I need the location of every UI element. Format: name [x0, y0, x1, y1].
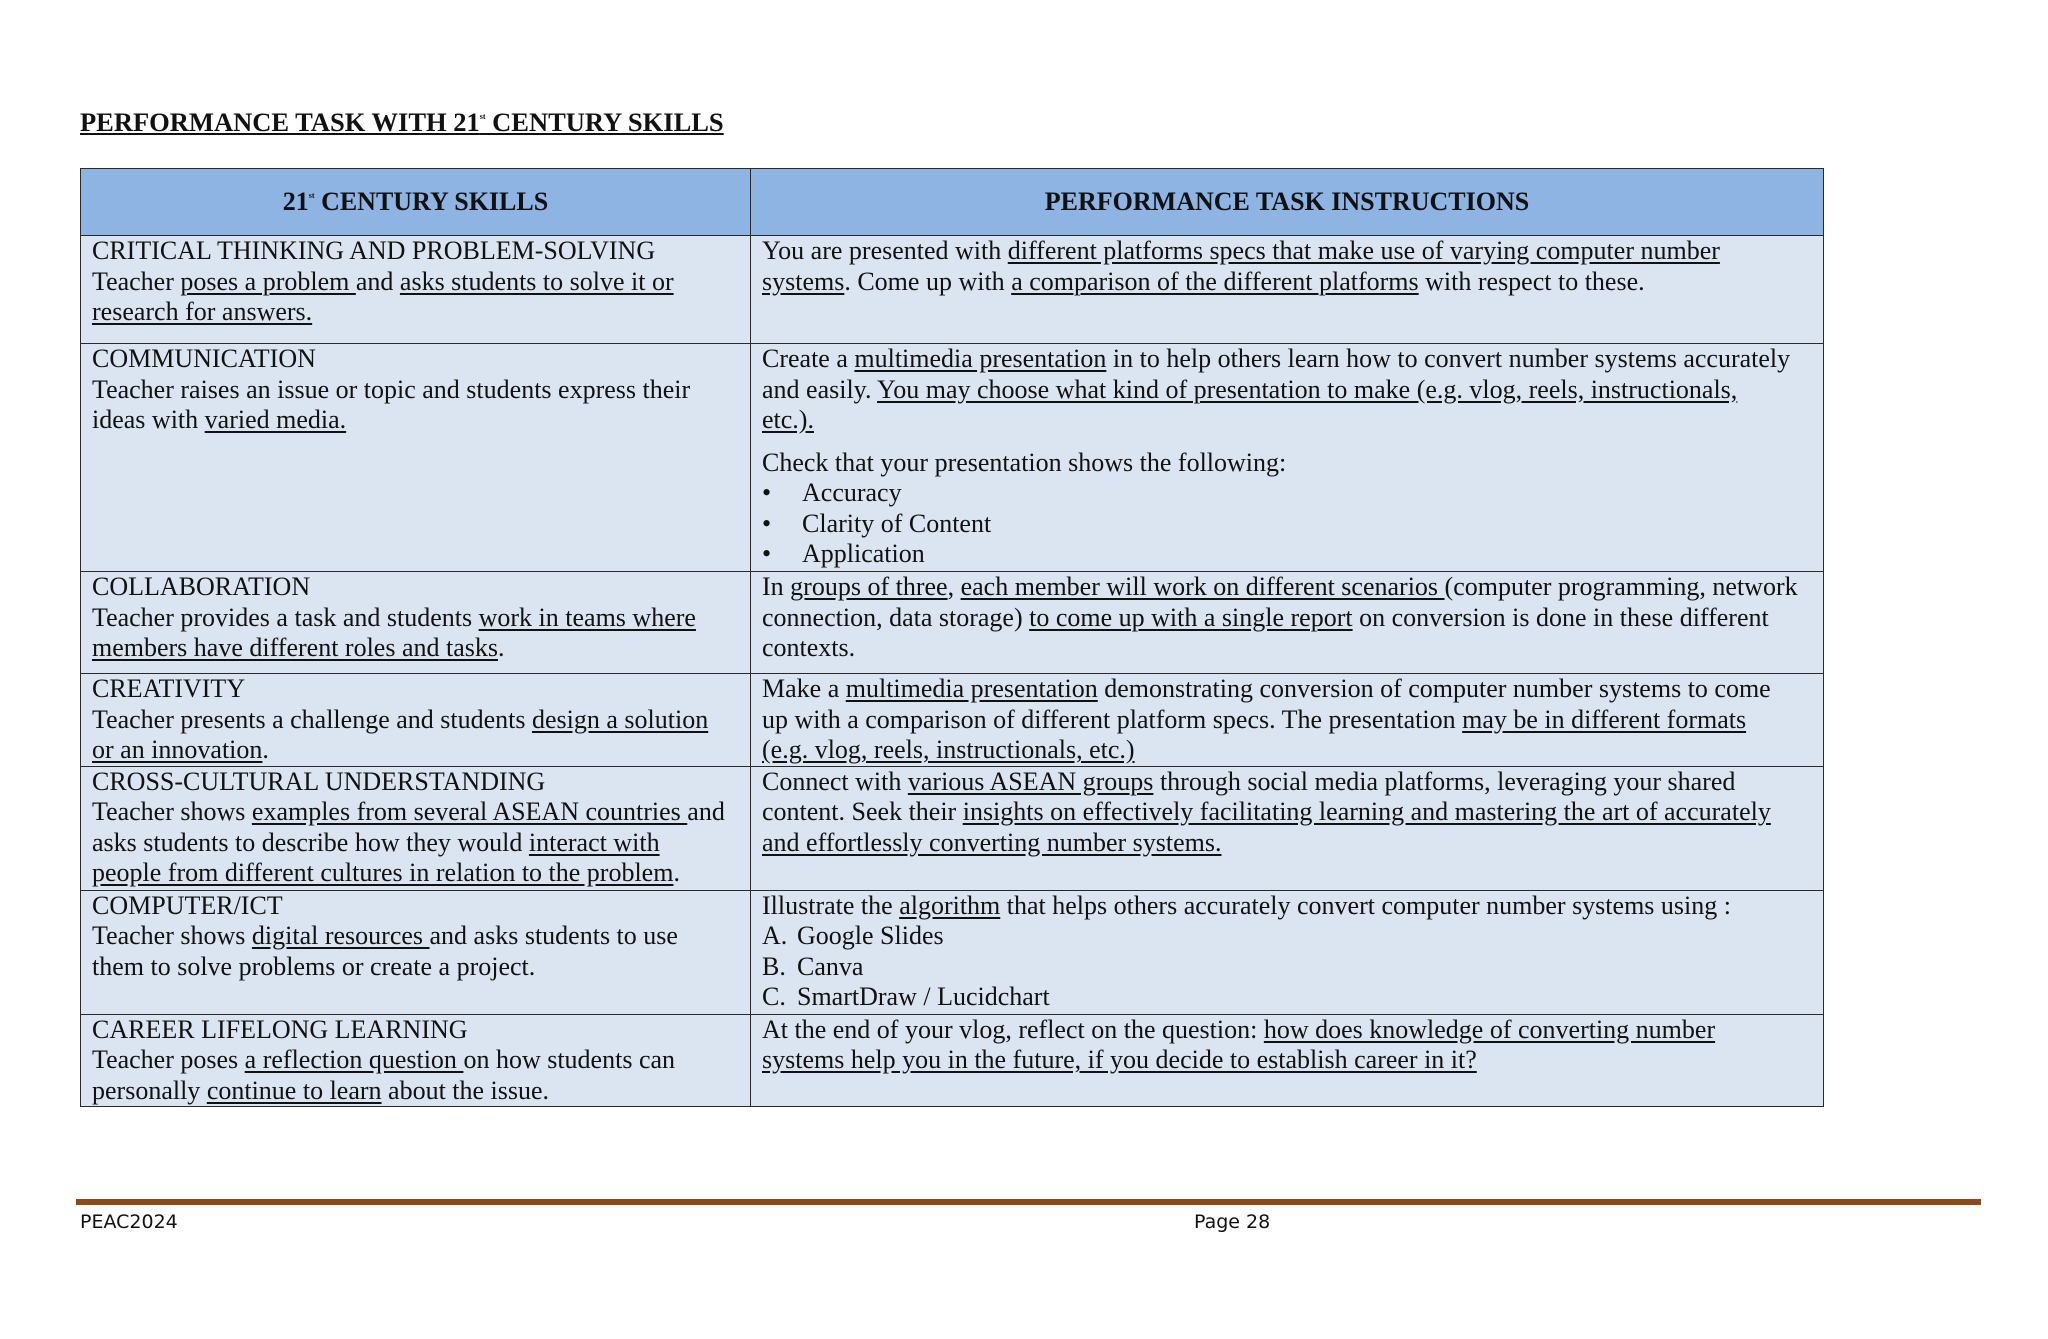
- text-segment: Teacher raises an issue or topic and students express their: [92, 374, 691, 404]
- table-row: [81, 890, 1824, 1014]
- table-row: [81, 766, 1824, 890]
- task-cell: [751, 674, 1824, 767]
- text-segment: Teacher presents a challenge and students: [92, 704, 532, 734]
- underlined-text: members have different roles and tasks: [92, 633, 498, 662]
- text-segment: . Come up with: [844, 266, 1012, 296]
- text-segment: and easily.: [762, 374, 878, 404]
- underlined-text: to come up with a single report: [1029, 602, 1353, 632]
- task-line: [762, 267, 1812, 298]
- skill-cell: [81, 344, 751, 572]
- underlined-text: groups of three: [790, 572, 948, 601]
- underlined-text: research for answers.: [92, 297, 313, 326]
- skill-description-line: [92, 921, 739, 952]
- page-heading: PERFORMANCE TASK WITH 21st CENTURY SKILLS: [80, 107, 724, 137]
- underlined-text: examples from several ASEAN countries: [251, 797, 688, 826]
- underlined-text: digital resources: [251, 921, 430, 950]
- task-cell: [751, 766, 1824, 890]
- skill-description-line: [92, 858, 739, 889]
- skill-description-line: [92, 797, 739, 828]
- skill-cell: [81, 674, 751, 767]
- skill-description-line: [92, 952, 739, 983]
- skills-table: [80, 168, 1824, 1107]
- text-segment: Connect with: [762, 766, 908, 796]
- text-segment: and: [355, 266, 400, 296]
- skill-title: CRITICAL THINKING AND PROBLEM-SOLVING: [92, 236, 656, 265]
- text-segment: Make a: [762, 674, 846, 703]
- text-segment: up with a comparison of different platform specs. The presentation: [762, 704, 1463, 734]
- task-line: [762, 236, 1812, 267]
- task-line: [762, 1015, 1812, 1046]
- skill-title: CAREER LIFELONG LEARNING: [92, 1014, 468, 1044]
- text-segment: Teacher shows: [92, 797, 252, 826]
- checklist-item: • Accuracy: [762, 478, 1812, 509]
- task-line: [762, 405, 1812, 436]
- task-cell: [751, 1014, 1824, 1107]
- text-segment: in to help others learn how to convert number systems accurately: [1106, 344, 1791, 373]
- header-skills: 21st CENTURY SKILLS: [81, 169, 751, 236]
- tool-item: [762, 921, 1812, 952]
- text-segment: Teacher provides a task and students: [92, 602, 479, 632]
- skill-cell: [81, 572, 751, 674]
- tool-list: [762, 921, 1812, 1013]
- text-segment: and: [687, 797, 725, 826]
- text-segment: connection, data storage): [762, 602, 1030, 632]
- text-segment: on conversion is done in these different: [1352, 602, 1769, 632]
- paragraph-gap: [762, 436, 1812, 448]
- underlined-text: varied media.: [204, 405, 347, 434]
- task-cell: [751, 236, 1824, 344]
- underlined-text: etc.).: [762, 405, 814, 434]
- underlined-text: design a solution: [532, 704, 709, 734]
- text-segment: .: [673, 858, 680, 887]
- text-segment: Create a: [762, 344, 855, 373]
- skill-description-line: [92, 828, 739, 859]
- table-row: [81, 572, 1824, 674]
- text-segment: with respect to these.: [1418, 266, 1645, 296]
- skill-description-line: [92, 375, 739, 406]
- task-line: [762, 674, 1812, 705]
- underlined-text: and effortlessly converting number systems.: [762, 827, 1222, 857]
- underlined-text: various ASEAN groups: [907, 766, 1154, 796]
- task-line: [762, 603, 1812, 634]
- skill-description-line: [92, 633, 739, 664]
- skill-description-line: [92, 405, 739, 436]
- task-cell: [751, 572, 1824, 674]
- task-line: [762, 633, 1812, 664]
- text-segment: that helps others accurately convert computer number systems using :: [1000, 890, 1731, 920]
- underlined-text: systems: [762, 266, 845, 296]
- underlined-text: insights on effectively facilitating learning and mastering the art of accurately: [962, 797, 1771, 826]
- text-segment: Teacher: [92, 266, 181, 296]
- underlined-text: multimedia presentation: [854, 344, 1107, 373]
- skill-title: CREATIVITY: [92, 674, 246, 703]
- text-segment: and asks students to use: [429, 921, 678, 950]
- underlined-text: continue to learn: [206, 1075, 382, 1105]
- skill-cell: [81, 766, 751, 890]
- skill-description-line: [92, 735, 739, 766]
- text-segment: about the issue.: [381, 1075, 550, 1105]
- footer-doc-code: PEAC2024: [80, 1211, 178, 1233]
- checklist-item: • Clarity of Content: [762, 509, 1812, 540]
- task-line: [762, 375, 1812, 406]
- table-row: [81, 674, 1824, 767]
- text-segment: .: [498, 633, 505, 662]
- task-cell: [751, 890, 1824, 1014]
- underlined-text: interact with: [528, 827, 660, 857]
- tool-letter: B.: [762, 951, 786, 981]
- header-instructions: PERFORMANCE TASK INSTRUCTIONS: [751, 169, 1824, 236]
- text-segment: on how students can: [463, 1045, 676, 1074]
- text-segment: Teacher poses: [92, 1045, 245, 1074]
- text-segment: .: [262, 735, 269, 764]
- skill-description-line: [92, 1045, 739, 1076]
- task-line: [762, 705, 1812, 736]
- skill-title: COMMUNICATION: [92, 344, 316, 373]
- text-segment: Illustrate the: [762, 890, 900, 920]
- checklist: [762, 478, 1812, 570]
- table-row: [81, 344, 1824, 572]
- text-segment: through social media platforms, leveraging your shared: [1153, 766, 1736, 796]
- checklist-item: • Application: [762, 539, 1812, 570]
- skill-description-line: [92, 267, 739, 298]
- skill-title: CROSS-CULTURAL UNDERSTANDING: [92, 766, 546, 796]
- skill-title: COMPUTER/ICT: [92, 890, 283, 920]
- task-line: [762, 828, 1812, 859]
- table-row: [81, 236, 1824, 344]
- text-segment: (computer programming, network: [1444, 572, 1798, 601]
- text-segment: ideas with: [92, 405, 205, 434]
- tool-item: [762, 982, 1812, 1013]
- underlined-text: may be in different formats: [1462, 704, 1747, 734]
- underlined-text: or an innovation: [92, 735, 263, 764]
- text-segment: At the end of your vlog, reflect on the question:: [762, 1014, 1264, 1044]
- skill-cell: [81, 236, 751, 344]
- table-row: [81, 1014, 1824, 1107]
- task-line: [762, 1045, 1812, 1076]
- tool-letter: A.: [762, 921, 788, 950]
- skill-description-line: [92, 297, 739, 328]
- task-line: [762, 572, 1812, 603]
- skill-description-line: [92, 603, 739, 634]
- task-line: [762, 797, 1812, 828]
- footer-rule: [76, 1199, 1981, 1205]
- underlined-text: a comparison of the different platforms: [1011, 266, 1419, 296]
- text-segment: asks students to describe how they would: [92, 827, 529, 857]
- checklist-intro: Check that your presentation shows the following:: [762, 447, 1287, 477]
- footer-page-number: Page 28: [1194, 1211, 1271, 1233]
- text-segment: Teacher shows: [92, 921, 252, 950]
- underlined-text: a reflection question: [244, 1045, 464, 1074]
- tool-item: [762, 952, 1812, 983]
- underlined-text: asks students to solve it or: [399, 266, 674, 296]
- skill-cell: [81, 890, 751, 1014]
- underlined-text: You may choose what kind of presentation to make (e.g. vlog, reels, instructionals,: [877, 374, 1738, 404]
- tool-letter: C.: [762, 982, 786, 1011]
- task-cell: [751, 344, 1824, 572]
- text-segment: You are presented with: [762, 236, 1008, 265]
- task-line: [762, 344, 1812, 375]
- underlined-text: systems help you in the future, if you decide to establish career in it?: [762, 1045, 1477, 1074]
- text-segment: ,: [947, 572, 961, 601]
- text-segment: personally: [92, 1075, 207, 1105]
- task-line: [762, 891, 1812, 922]
- underlined-text: poses a problem: [180, 266, 356, 296]
- underlined-text: different platforms specs that make use of varying computer number: [1007, 236, 1720, 265]
- underlined-text: people from different cultures in relation to the problem: [92, 858, 674, 887]
- text-segment: them to solve problems or create a project.: [92, 951, 536, 981]
- text-segment: content. Seek their: [762, 797, 963, 826]
- text-segment: contexts.: [762, 633, 856, 662]
- task-line: [762, 735, 1812, 766]
- underlined-text: how does knowledge of converting number: [1263, 1014, 1716, 1044]
- task-line: [762, 767, 1812, 798]
- skill-cell: [81, 1014, 751, 1107]
- skill-description-line: [92, 1076, 739, 1107]
- tool-name: Google Slides: [797, 921, 944, 950]
- underlined-text: multimedia presentation: [845, 674, 1098, 703]
- skill-title: COLLABORATION: [92, 572, 311, 601]
- table-header-row: [81, 169, 1824, 236]
- tool-name: SmartDraw / Lucidchart: [797, 982, 1050, 1011]
- underlined-text: work in teams where: [478, 602, 696, 632]
- underlined-text: (e.g. vlog, reels, instructionals, etc.): [762, 735, 1135, 764]
- tool-name: Canva: [797, 951, 864, 981]
- text-segment: In: [762, 572, 791, 601]
- underlined-text: algorithm: [899, 890, 1001, 920]
- skill-description-line: [92, 705, 739, 736]
- underlined-text: each member will work on different scenarios: [960, 572, 1445, 601]
- text-segment: demonstrating conversion of computer number systems to come: [1097, 674, 1771, 703]
